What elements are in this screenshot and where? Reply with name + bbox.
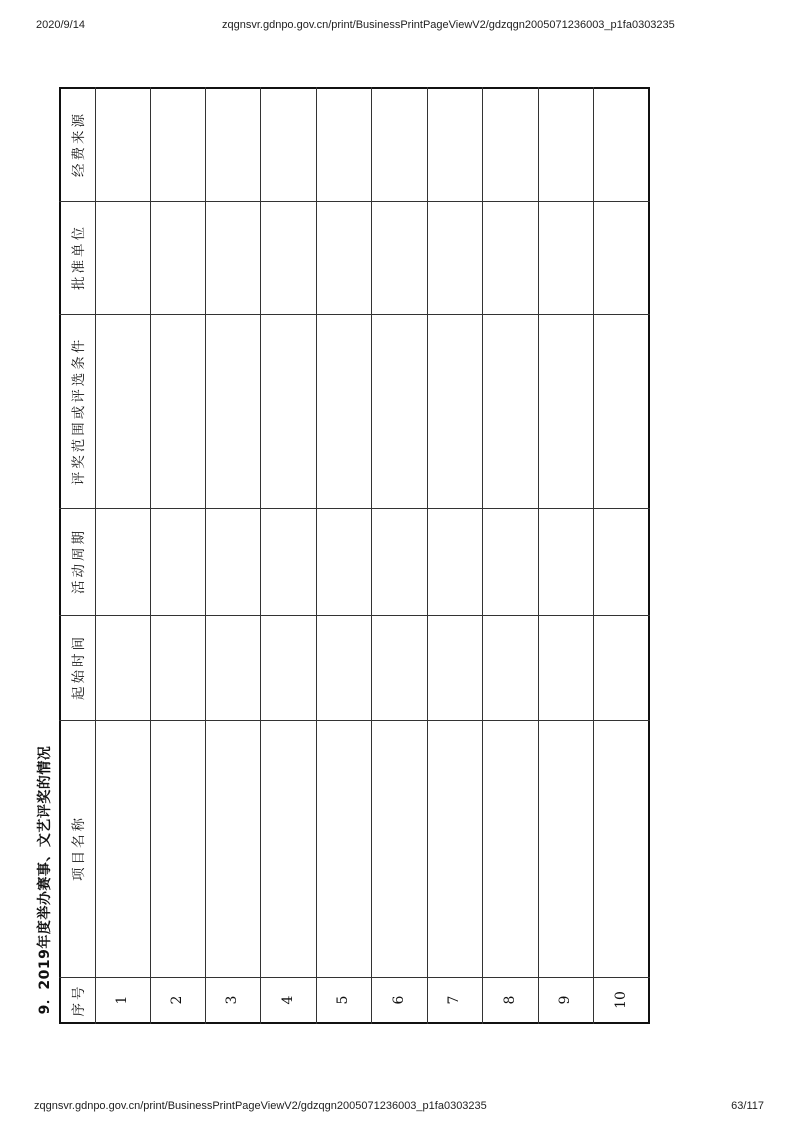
header-start-time: 起始时间 — [71, 634, 87, 700]
row-number: 7 — [446, 995, 462, 1005]
header-approving-unit: 批准单位 — [71, 224, 87, 290]
column-divider — [59, 314, 650, 315]
row-divider — [371, 87, 372, 1024]
row-divider — [316, 87, 317, 1024]
row-number: 3 — [224, 995, 240, 1005]
row-number: 8 — [502, 995, 518, 1005]
row-divider — [150, 87, 151, 1024]
column-divider — [59, 508, 650, 509]
row-number: 5 — [335, 995, 351, 1005]
print-url-footer: zqgnsvr.gdnpo.gov.cn/print/BusinessPrintPageViewV2/gdzqgn2005071236003_p1fa0303235 — [34, 1100, 487, 1112]
row-divider — [260, 87, 261, 1024]
row-divider — [482, 87, 483, 1024]
row-divider — [538, 87, 539, 1024]
column-divider — [59, 720, 650, 721]
print-url-header: zqgnsvr.gdnpo.gov.cn/print/BusinessPrintPageViewV2/gdzqgn2005071236003_p1fa0303235 — [222, 19, 675, 31]
row-divider — [95, 87, 96, 1024]
header-award-scope: 评奖范围或评选条件 — [71, 336, 87, 486]
row-number: 10 — [613, 991, 629, 1009]
column-divider — [59, 201, 650, 202]
row-divider — [593, 87, 594, 1024]
section-title: 9．2019年度举办赛事、文艺评奖的情况 — [37, 745, 53, 1015]
row-number: 9 — [557, 995, 573, 1005]
row-divider — [427, 87, 428, 1024]
row-number: 6 — [391, 995, 407, 1005]
row-number: 4 — [280, 995, 296, 1005]
row-number: 2 — [169, 995, 185, 1005]
column-divider — [59, 977, 650, 978]
header-project-name: 项目名称 — [71, 815, 87, 881]
activity-table — [59, 87, 650, 1024]
row-divider — [205, 87, 206, 1024]
page-number: 63/117 — [731, 1100, 764, 1112]
header-seq-no: 序号 — [71, 983, 87, 1017]
column-divider — [59, 615, 650, 616]
header-activity-cycle: 活动周期 — [71, 528, 87, 594]
header-funding-source: 经费来源 — [71, 111, 87, 177]
row-number: 1 — [114, 995, 130, 1005]
print-date: 2020/9/14 — [36, 19, 85, 31]
